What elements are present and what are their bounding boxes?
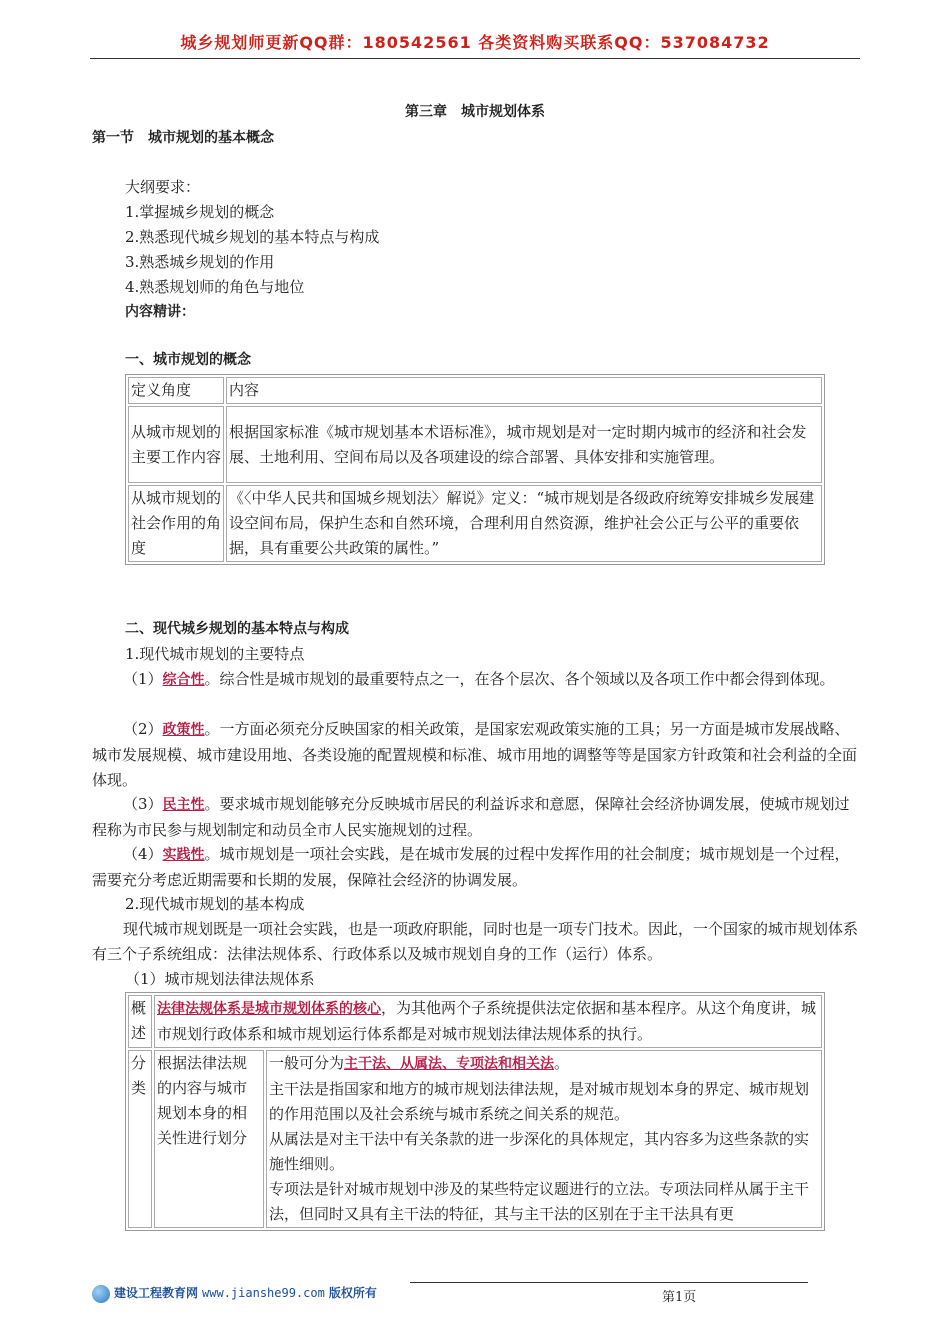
part2-heading: 二、现代城乡规划的基本特点与构成 [125, 621, 349, 637]
special-law-text: 专项法是针对城市规划中涉及的某些特定议题进行的立法。专项法同样从属于主干法，但同时又具有主干法的特征，其与主干法的区别在于主干法具有更 [269, 1180, 810, 1223]
header-banner: 城乡规划师更新QQ群：180542561 各类资料购买联系QQ：537084732 [90, 30, 860, 59]
table-row [128, 995, 822, 1048]
requirement-item: 2.熟悉现代城乡规划的基本特点与构成 [125, 228, 380, 246]
chapter-title: 第三章 城市规划体系 [405, 104, 545, 120]
feature-keyword: 政策性 [162, 722, 205, 738]
row-angle: 从城市规划的主要工作内容 [128, 406, 224, 483]
feature-number: （1） [123, 670, 163, 688]
feature-keyword: 民主性 [162, 797, 205, 813]
law-system-table [125, 992, 825, 1231]
feature-paragraph [92, 667, 862, 693]
feature-text: 。一方面必须充分反映国家的相关政策，是国家宏观政策实施的工具；另一方面是城市发展战略、城市发展规模、城市建设用地、各类设施的配置规模和标准、城市用地的调整等等是国家方针政策和社会利益的全面体现。 [92, 720, 858, 789]
classification-content [266, 1050, 822, 1228]
header-content: 内容 [226, 377, 822, 404]
section-title: 第一节 城市规划的基本概念 [92, 130, 274, 146]
feature-text: 。综合性是城市规划的最重要特点之一，在各个层次、各个领域以及各项工作中都会得到体现。 [204, 670, 835, 688]
feature-text: 。城市规划是一项社会实践，是在城市发展的过程中发挥作用的社会制度；城市规划是一个过程，需要充分考虑近期需要和长期的发展，保障社会经济的协调发展。 [92, 845, 850, 889]
feature-paragraph [92, 792, 862, 843]
overview-text: ，为其他两个子系统提供法定依据和基本程序。从这个角度讲，城市规划行政体系和城市规划运行体系都是对城市规划法律法规体系的执行。 [157, 999, 817, 1043]
feature-number: （4） [123, 845, 163, 863]
definition-table [125, 374, 825, 565]
table-row [128, 1050, 822, 1228]
composition-paragraph: 现代城市规划既是一项社会实践，也是一项政府职能，同时也是一项专门技术。因此，一个国家的城市规划体系有三个子系统组成：法律法规体系、行政体系以及城市规划自身的工作（运行）体系。 [92, 920, 859, 963]
feature-paragraph [92, 717, 862, 793]
row-angle: 从城市规划的社会作用的角度 [128, 485, 224, 562]
classification-lead: 一般可分为主干法、从属法、专项法和相关法。 [269, 1054, 570, 1072]
footer-url-link[interactable]: www.jianshe99.com [202, 1286, 325, 1300]
subordinate-law-text: 从属法是对主干法中有关条款的进一步深化的具体规定，其内容多为这些条款的实施性细则。 [269, 1130, 810, 1173]
main-law-text: 主干法是指国家和地方的城市规划法律法规，是对城市规划本身的界定、城市规划的作用范围以及社会系统与城市系统之间关系的规范。 [269, 1080, 810, 1123]
classification-keyword: 主干法、从属法、专项法和相关法 [344, 1056, 555, 1072]
header-angle: 定义角度 [128, 377, 224, 404]
subheading-law-system: （1）城市规划法律法规体系 [125, 970, 315, 988]
table-header-row [128, 377, 822, 404]
feature-number: （3） [123, 795, 163, 813]
subheading-composition: 2.现代城市规划的基本构成 [125, 895, 305, 913]
content-label: 内容精讲： [125, 304, 195, 320]
classification-basis: 根据法律法规的内容与城市规划本身的相关性进行划分 [154, 1050, 264, 1228]
requirement-item: 3.熟悉城乡规划的作用 [125, 253, 275, 271]
row-label-overview: 概述 [128, 995, 152, 1048]
feature-paragraph [92, 842, 862, 893]
subheading-features: 1.现代城市规划的主要特点 [125, 645, 305, 663]
footer-divider [410, 1282, 808, 1283]
requirement-item: 4.熟悉规划师的角色与地位 [125, 278, 305, 296]
page-number: 第1页 [662, 1290, 697, 1305]
part1-heading: 一、城市规划的概念 [125, 352, 251, 368]
requirement-item: 1.掌握城乡规划的概念 [125, 203, 275, 221]
overview-keyword: 法律法规体系是城市规划体系的核心 [157, 1001, 381, 1017]
table-row [128, 485, 822, 562]
footer-rights: 版权所有 [328, 1286, 377, 1300]
overview-content [154, 995, 822, 1048]
row-label-classification: 分类 [128, 1050, 152, 1228]
requirements-heading: 大纲要求： [125, 178, 201, 196]
feature-text: 。要求城市规划能够充分反映城市居民的利益诉求和意愿，保障社会经济协调发展，使城市规划过程称为市民参与规划制定和动员全市人民实施规划的过程。 [92, 795, 850, 839]
globe-logo-icon [92, 1285, 110, 1303]
feature-keyword: 综合性 [162, 672, 205, 688]
feature-number: （2） [123, 720, 163, 738]
footer-site-name: 建设工程教育网 [114, 1286, 199, 1300]
footer-brand[interactable] [92, 1281, 377, 1306]
feature-keyword: 实践性 [162, 847, 205, 863]
table-row [128, 406, 822, 483]
row-content: 《〈中华人民共和国城乡规划法〉解说》定义：“城市规划是各级政府统筹安排城乡发展建设空间布局，保护生态和自然环境，合理利用自然资源，维护社会公正与公平的重要依据，具有重要公共政策的属性。” [226, 485, 822, 562]
row-content: 根据国家标准《城市规划基本术语标准》，城市规划是对一定时期内城市的经济和社会发展、土地利用、空间布局以及各项建设的综合部署、具体安排和实施管理。 [226, 406, 822, 483]
requirements [125, 175, 895, 325]
